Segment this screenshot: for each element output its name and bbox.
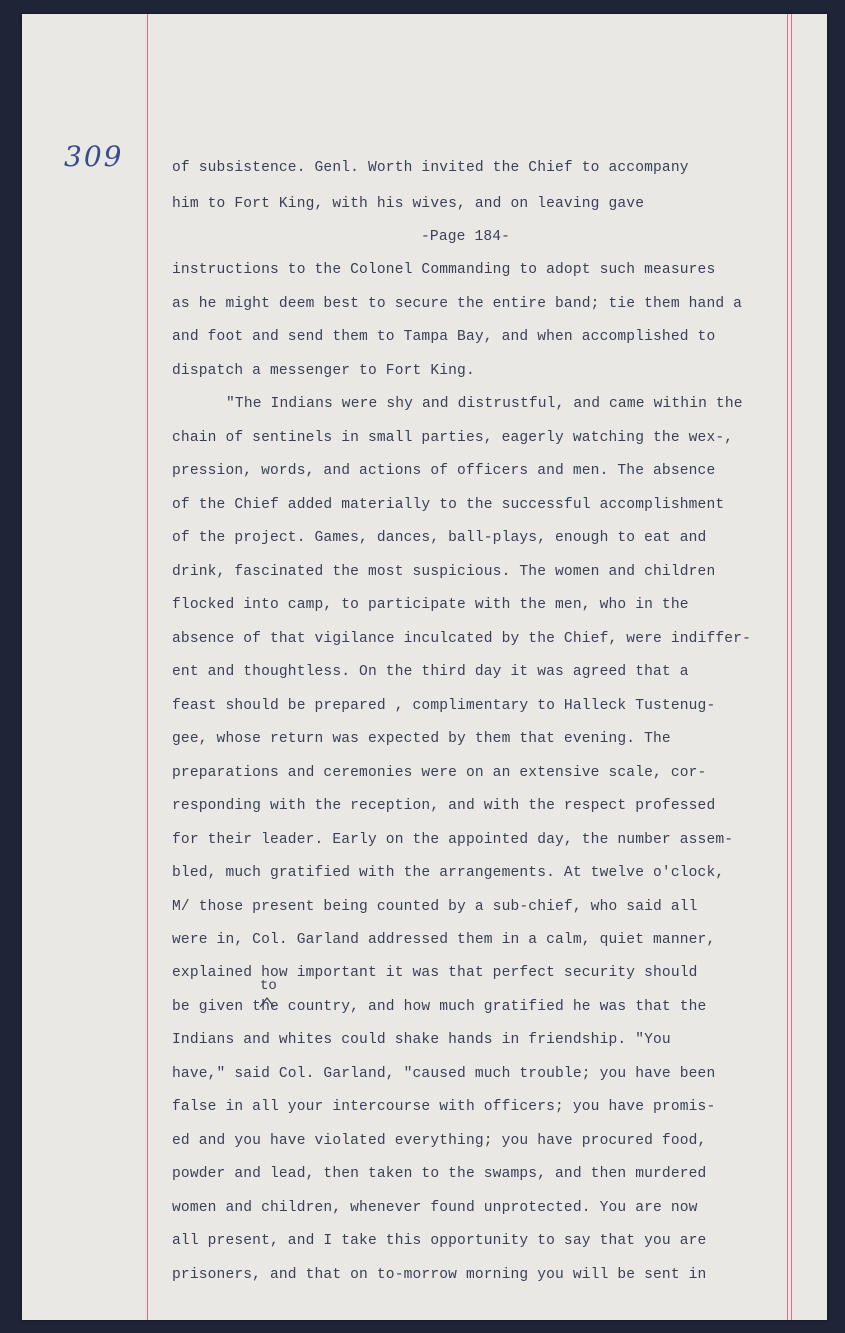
text-line: ed and you have violated everything; you have procured food, (172, 1133, 707, 1149)
text-line: responding with the reception, and with the respect professed (172, 798, 716, 814)
text-line: absence of that vigilance inculcated by the Chief, were indiffer- (172, 631, 751, 647)
text-line: bled, much gratified with the arrangements. At twelve o'clock, (172, 865, 725, 881)
text-line: M/ those present being counted by a sub-chief, who said all (172, 899, 698, 915)
text-line: all present, and I take this opportunity to say that you are (172, 1233, 707, 1249)
text-line: Indians and whites could shake hands in friendship. "You (172, 1032, 671, 1048)
text-line: powder and lead, then taken to the swamps, and then murdered (172, 1166, 707, 1182)
text-line: explained how important it was that perfect security should (172, 965, 698, 981)
text-line: gee, whose return was expected by them that evening. The (172, 731, 671, 747)
text-line: him to Fort King, with his wives, and on leaving gave (172, 196, 645, 212)
text-line: as he might deem best to secure the entire band; tie them hand a (172, 296, 743, 312)
text-line: were in, Col. Garland addressed them in a calm, quiet manner, (172, 932, 716, 948)
text-line: of subsistence. Genl. Worth invited the Chief to accompany (172, 160, 689, 176)
text-line: women and children, whenever found unprotected. You are now (172, 1200, 698, 1216)
page-marker: -Page 184- (421, 229, 511, 245)
text-line: preparations and ceremonies were on an extensive scale, cor- (172, 765, 707, 781)
text-line: flocked into camp, to participate with the men, who in the (172, 597, 689, 613)
handwritten-insertion: to (260, 978, 277, 994)
text-line: feast should be prepared , complimentary to Halleck Tustenug- (172, 698, 716, 714)
text-line: instructions to the Colonel Commanding to adopt such measures (172, 262, 716, 278)
text-line: be given the country, and how much gratified he was that the (172, 999, 707, 1015)
text-line: have," said Col. Garland, "caused much trouble; you have been (172, 1066, 716, 1082)
text-line: for their leader. Early on the appointed day, the number assem- (172, 832, 734, 848)
text-line: drink, fascinated the most suspicious. The women and children (172, 564, 716, 580)
text-line: false in all your intercourse with officers; you have promis- (172, 1099, 716, 1115)
text-line: and foot and send them to Tampa Bay, and when accomplished to (172, 329, 716, 345)
text-line: pression, words, and actions of officers and men. The absence (172, 463, 716, 479)
text-line: "The Indians were shy and distrustful, and came within the (226, 396, 743, 412)
text-line: of the project. Games, dances, ball-plays, enough to eat and (172, 530, 707, 546)
right-margin-line (787, 14, 788, 1320)
right-margin-line-inner (791, 14, 792, 1320)
document-page (22, 14, 827, 1320)
text-line: dispatch a messenger to Fort King. (172, 363, 475, 379)
handwritten-page-number: 309 (64, 140, 124, 173)
text-line: prisoners, and that on to-morrow morning you will be sent in (172, 1267, 707, 1283)
text-line: of the Chief added materially to the successful accomplishment (172, 497, 725, 513)
left-margin-line (147, 14, 148, 1320)
text-line: chain of sentinels in small parties, eagerly watching the wex-, (172, 430, 734, 446)
text-line: ent and thoughtless. On the third day it was agreed that a (172, 664, 689, 680)
